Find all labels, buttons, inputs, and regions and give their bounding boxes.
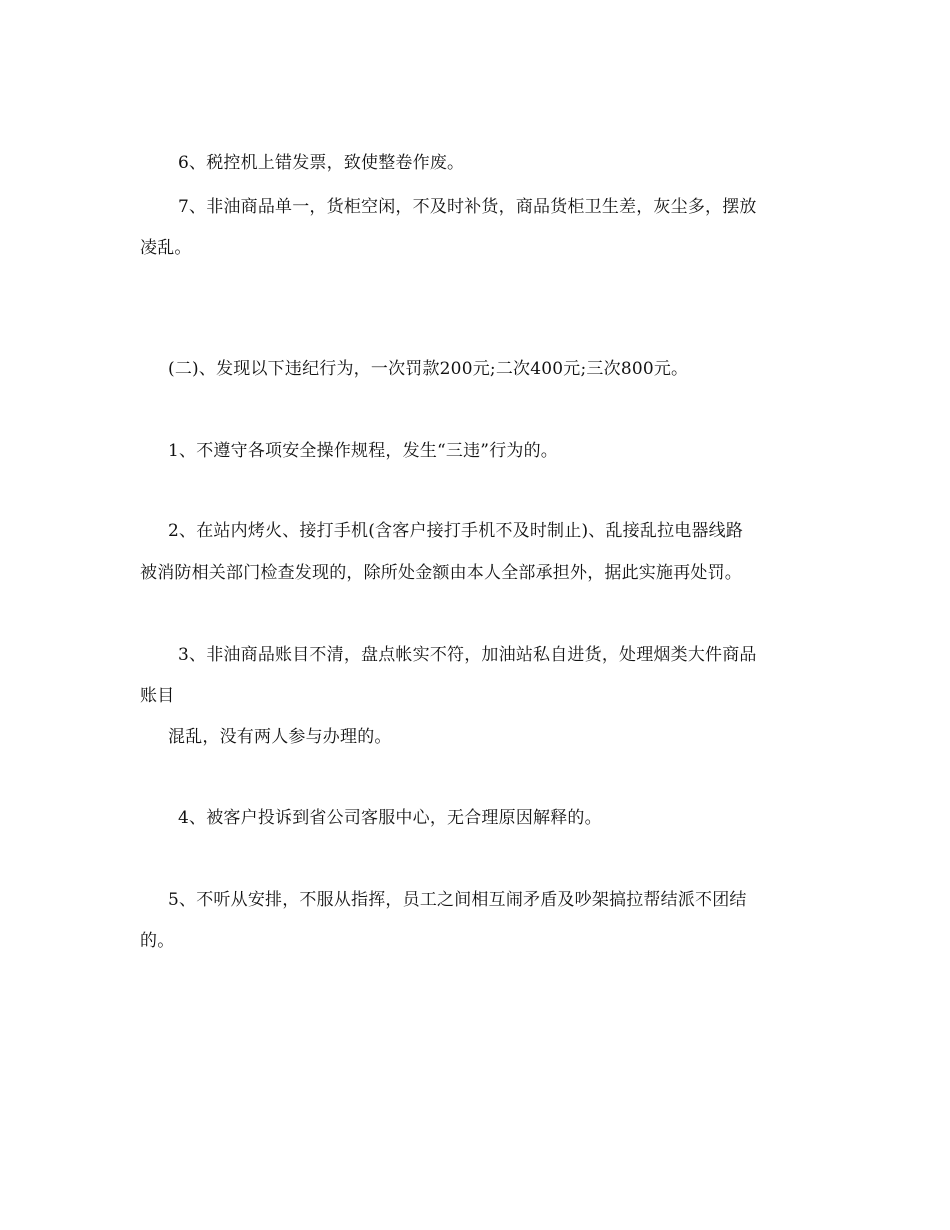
section-2-heading: (二)、发现以下违纪行为，一次罚款200元;二次400元;三次800元。	[168, 359, 689, 379]
rule-3-line-2: 账目	[140, 686, 175, 706]
item-7-line-1: 7、非油商品单一，货柜空闲，不及时补货，商品货柜卫生差，灰尘多，摆放	[178, 197, 757, 217]
item-7-line-2: 凌乱。	[140, 238, 192, 258]
rule-5-line-1: 5、不听从安排，不服从指挥，员工之间相互闹矛盾及吵架搞拉帮结派不团结	[168, 890, 747, 910]
rule-4-line: 4、被客户投诉到省公司客服中心，无合理原因解释的。	[178, 808, 602, 828]
rule-3-line-3: 混乱，没有两人参与办理的。	[168, 727, 392, 747]
rule-2-line-1: 2、在站内烤火、接打手机(含客户接打手机不及时制止)、乱接乱拉电器线路	[168, 521, 744, 541]
rule-1-line: 1、不遵守各项安全操作规程，发生“三违”行为的。	[168, 441, 558, 461]
rule-3-line-1: 3、非油商品账目不清，盘点帐实不符，加油站私自进货，处理烟类大件商品	[178, 645, 757, 665]
rule-5-line-2: 的。	[140, 931, 175, 951]
item-6-line: 6、税控机上错发票，致使整卷作废。	[178, 153, 465, 173]
rule-2-line-2: 被消防相关部门检查发现的，除所处金额由本人全部承担外，据此实施再处罚。	[140, 563, 742, 583]
